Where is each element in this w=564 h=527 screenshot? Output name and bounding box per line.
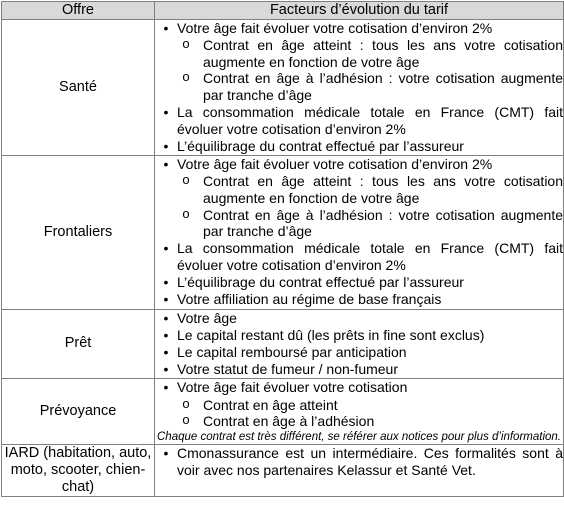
sub-factor-text: Contrat en âge à l’adhésion : votre cotisation augmente par tranche d’âge	[203, 206, 563, 240]
circle-bullet-icon: o	[182, 69, 190, 85]
factor-item	[155, 138, 563, 155]
factor-text: Votre âge fait évoluer votre cotisation d’environ 2%	[177, 156, 493, 173]
facteurs-cell	[155, 379, 564, 444]
bullet-icon: •	[163, 444, 169, 461]
factor-item	[155, 240, 563, 274]
factor-text: La consommation médicale totale en France (CMT) fait évoluer votre cotisation d’environ 2%	[177, 103, 563, 137]
bullet-icon: •	[163, 343, 169, 360]
factor-item	[155, 104, 563, 138]
sub-factor-item	[155, 413, 563, 430]
sub-factor-item	[155, 207, 563, 240]
facteurs-cell	[155, 156, 564, 309]
factor-text: Votre âge fait évoluer votre cotisation d’environ 2%	[177, 20, 493, 36]
circle-bullet-icon: o	[182, 205, 190, 221]
sub-factor-text: Contrat en âge atteint : tous les ans votre cotisation augmente en fonction de votre âge	[203, 37, 563, 70]
info-note: Chaque contrat est très différent, se référer aux notices pour plus d’information.	[157, 430, 561, 443]
table-row	[2, 20, 564, 156]
facteurs-cell	[155, 444, 564, 496]
header-offre: Offre	[2, 2, 155, 20]
facteurs-cell	[155, 20, 564, 156]
sub-factor-item	[155, 397, 563, 414]
circle-bullet-icon: o	[182, 172, 190, 188]
offre-cell: IARD (habitation, auto, moto, scooter, chien-chat)	[2, 444, 155, 496]
sub-factor-text: Contrat en âge à l’adhésion	[203, 413, 375, 430]
circle-bullet-icon: o	[182, 412, 190, 428]
factor-item	[155, 20, 563, 37]
factor-item	[155, 445, 563, 479]
sub-factor-item	[155, 70, 563, 103]
factor-item	[155, 379, 563, 396]
bullet-icon: •	[163, 379, 169, 396]
bullet-icon: •	[163, 239, 169, 256]
factor-text: Le capital restant dû (les prêts in fine sont exclus)	[177, 326, 485, 343]
bullet-icon: •	[163, 103, 169, 120]
table-row	[2, 309, 564, 379]
factor-item	[155, 310, 563, 327]
factor-item	[155, 291, 563, 308]
factor-item	[155, 327, 563, 344]
circle-bullet-icon: o	[182, 36, 190, 52]
sub-factor-text: Contrat en âge atteint	[203, 396, 338, 413]
factor-text: Votre statut de fumeur / non-fumeur	[177, 361, 399, 378]
table-row	[2, 444, 564, 496]
factor-text: Cmonassurance est un intermédiaire. Ces formalités sont à voir avec nos partenaires Kelassur et Santé Vet.	[177, 444, 563, 478]
header-facteurs: Facteurs d’évolution du tarif	[155, 2, 564, 20]
factor-list	[155, 379, 563, 429]
offre-cell: Prévoyance	[2, 379, 155, 444]
bullet-icon: •	[163, 274, 169, 291]
header-row	[2, 2, 564, 20]
table-row	[2, 156, 564, 309]
circle-bullet-icon: o	[182, 395, 190, 411]
bullet-icon: •	[163, 361, 169, 378]
offre-cell: Prêt	[2, 309, 155, 379]
factor-text: Votre âge fait évoluer votre cotisation	[177, 379, 408, 396]
table-row	[2, 379, 564, 444]
bullet-icon: •	[163, 326, 169, 343]
sub-factor-text: Contrat en âge atteint : tous les ans votre cotisation augmente en fonction de votre âge	[203, 173, 563, 206]
sub-factor-item	[155, 173, 563, 206]
bullet-icon: •	[163, 137, 169, 154]
factor-text: Votre âge	[177, 309, 237, 326]
factor-list	[155, 310, 563, 379]
sub-factor-item	[155, 37, 563, 70]
offre-cell: Frontaliers	[2, 156, 155, 309]
bullet-icon: •	[163, 156, 169, 173]
factor-list	[155, 20, 563, 155]
factor-item	[155, 274, 563, 291]
factor-list	[155, 445, 563, 479]
factor-text: L’équilibrage du contrat effectué par l’assureur	[177, 137, 464, 154]
factor-item	[155, 156, 563, 173]
bullet-icon: •	[163, 309, 169, 326]
facteurs-cell	[155, 309, 564, 379]
factor-text: Le capital remboursé par anticipation	[177, 343, 407, 360]
offre-cell: Santé	[2, 20, 155, 156]
tariff-table	[1, 1, 564, 497]
sub-factor-text: Contrat en âge à l’adhésion : votre cotisation augmente par tranche d’âge	[203, 70, 563, 103]
factor-text: L’équilibrage du contrat effectué par l’assureur	[177, 274, 464, 291]
bullet-icon: •	[163, 291, 169, 308]
factor-text: Votre affiliation au régime de base français	[177, 291, 442, 308]
bullet-icon: •	[163, 20, 169, 36]
factor-list	[155, 156, 563, 308]
factor-text: La consommation médicale totale en France (CMT) fait évoluer votre cotisation d’environ 2%	[177, 239, 563, 273]
factor-item	[155, 361, 563, 378]
factor-item	[155, 344, 563, 361]
